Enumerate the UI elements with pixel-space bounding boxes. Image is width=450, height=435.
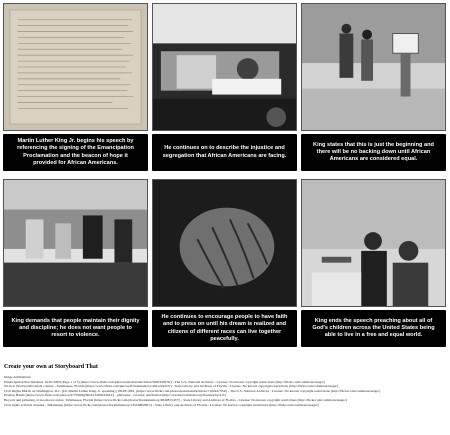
storyboard-cell-3[interactable] <box>301 3 446 171</box>
cell-image-praying-hands <box>152 179 297 307</box>
cell-caption: Martin Luther King Jr. begins his speech by referencing the signing of the Emancipation Proclamation and the beacon of hope it provided for African Americans. <box>3 134 148 171</box>
cell-image-march-speech <box>301 179 446 307</box>
storyboard-cell-6[interactable] <box>301 179 446 347</box>
attribution-line[interactable]: Civil Rights March on Washington, D.C. [Dr. Martin Luther King, Jr. speaking.], 08/28/1963. (https://www.flickr.com/photos/usnationalarchives/7102447534/) - The U.S. National Archives - License: No known copyright restrictions (http://flickr.com/commons/usage/) <box>4 388 381 393</box>
cell-image-picketing <box>301 3 446 131</box>
attribution-line[interactable]: Boycott and picketing of downtown stores: Tallahassee, Florida (https://www.flickr.com/photos/floridamemory/4840815457/) - State Library and Archives of Florida - License: No known copyright restrictions (http://flickr.com/commons/usage/) <box>4 397 347 402</box>
image-attributions <box>4 375 446 407</box>
cell-image-proclamation <box>3 3 148 131</box>
cell-caption: King ends the speech preaching about all of God's children across the United States being able to live in a free and equal world. <box>301 310 446 347</box>
attribution-line[interactable]: Praying Hands (https://www.flickr.com/photos/9775960@N04/13285043624/) - phitwiese - License: Attribution (http://creativecommons.org/licenses/by/2.0/) <box>4 393 227 398</box>
storyboard-cell-2[interactable] <box>152 3 297 171</box>
storyboard-cell-5[interactable] <box>152 179 297 347</box>
cell-image-car <box>152 3 297 131</box>
attribution-line[interactable]: Sit-in at Woolworth's lunch counter - Tallahassee, Florida (https://www.flickr.com/photos/floridamemory/4941222225/) - State Library and Archives of Florida - License: No known copyright restrictions (http://flickr.com/commons/usage/) <box>4 384 339 389</box>
cell-caption: He continues on to describe the injustice and segregation that African Americans are facing. <box>152 134 297 171</box>
attributions-heading: Image Attributions: <box>4 375 32 379</box>
storyboard-cell-1[interactable] <box>3 3 148 171</box>
storyboard-that-link[interactable]: Create your own at Storyboard That <box>4 364 98 370</box>
storyboard-cell-4[interactable] <box>3 179 148 347</box>
storyboard-row-2 <box>3 179 447 347</box>
storyboard <box>3 3 447 347</box>
cell-caption: He continues to encourage people to have faith and to press on until his dream is realized and citizens of different races can live together peacefully. <box>152 310 297 347</box>
attribution-line[interactable]: Emancipation Proclamation, 01/01/1863 (Page 1 of 5) (https://www.flickr.com/photos/usnationalarchives/5695345676/) - The U.S. National Archives - License: No known copyright restrictions (http://flickr.com/commons/usage/) <box>4 379 325 384</box>
storyboard-row-1 <box>3 3 447 171</box>
cell-image-lunch-counter <box>3 179 148 307</box>
cell-caption: King demands that people maintain their dignity and discipline; he does not want people to resort to violence. <box>3 310 148 347</box>
attribution-line[interactable]: Civil rights activists arrested - Tallahassee (https://www.flickr.com/photos/floridamemory/14516862961/) - State Library and Archives of Florida - License: No known copyright restrictions (http://flickr.com/commons/usage/) <box>4 402 319 407</box>
cell-caption: King states that this is just the beginning and there will be no backing down until African Americans are considered equal. <box>301 134 446 171</box>
